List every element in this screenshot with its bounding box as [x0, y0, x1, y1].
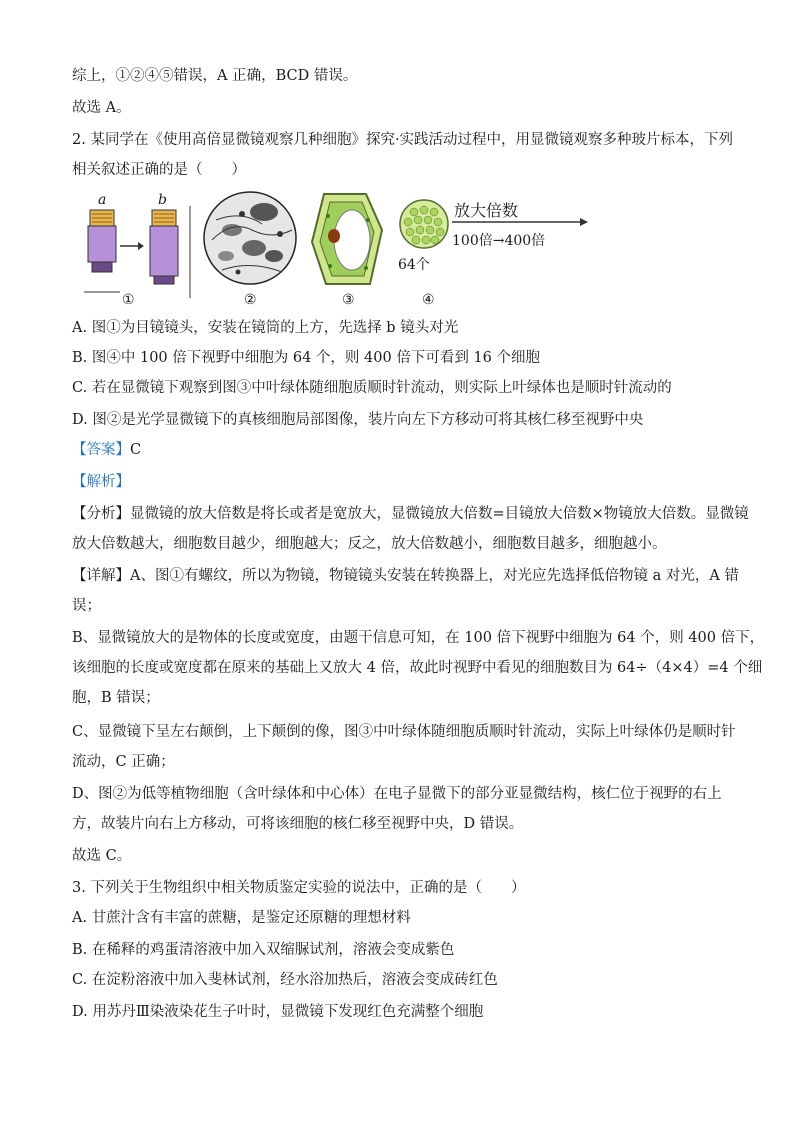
panel-2-em-cell — [200, 186, 300, 316]
cell-grid-drawing — [398, 198, 458, 258]
q3-option-c: C. 在淀粉溶液中加入斐林试剂，经水浴加热后，溶液会变成砖红色 — [72, 972, 498, 988]
magnification-range: 100倍→400倍 — [452, 233, 546, 249]
conclusion-line: 故选 A。 — [72, 100, 131, 116]
analysis-tag: 【解析】 — [72, 474, 130, 490]
panel-3-plant-cell — [308, 186, 388, 316]
body-line: 方，故装片向右上方移动，可将该细胞的核仁移至视野中央，D 错误。 — [72, 816, 524, 832]
answer-value: C — [130, 442, 142, 458]
question-3-stem: 3. 下列关于生物组织中相关物质鉴定实验的说法中，正确的是（ ） — [72, 880, 526, 896]
answer-line — [72, 440, 141, 460]
question-2-stem: 2. 某同学在《使用高倍显微镜观察几种细胞》探究·实践活动过程中，用显微镜观察多种玻片标本，下列 — [72, 132, 734, 148]
q2-option-c: C. 若在显微镜下观察到图③中叶绿体随细胞质顺时针流动，则实际上叶绿体也是顺时针流动的 — [72, 380, 672, 396]
em-cell-drawing — [202, 190, 302, 290]
body-line: 【详解】A、图①有螺纹，所以为物镜，物镜镜头安装在转换器上，对光应先选择低倍物镜 a 对光，A 错 — [72, 568, 739, 584]
microscope-figure — [80, 186, 546, 316]
body-line: 胞，B 错误； — [72, 690, 160, 706]
summary-line: 综上，①②④⑤错误，A 正确，BCD 错误。 — [72, 68, 358, 84]
body-line: C、显微镜下呈左右颠倒，上下颠倒的像，图③中叶绿体随细胞质顺时针流动，实际上叶绿体仍是顺时针 — [72, 724, 736, 740]
panel-1-lenses — [80, 186, 192, 316]
question-2-stem-cont: 相关叙述正确的是（ ） — [72, 162, 246, 178]
body-line: 流动，C 正确； — [72, 754, 175, 770]
body-line: 放大倍数越大，细胞数目越少，细胞越大；反之，放大倍数越小，细胞数目越多，细胞越小。 — [72, 536, 667, 552]
lens-a-label: a — [98, 192, 107, 208]
q2-option-a: A. 图①为目镜镜头，安装在镜筒的上方，先选择 b 镜头对光 — [72, 320, 459, 336]
panel-4-label: ④ — [422, 292, 435, 308]
panel-1-label: ① — [122, 292, 135, 308]
lens-b-label: b — [158, 192, 167, 208]
cell-count-label: 64个 — [398, 257, 430, 273]
q3-option-a: A. 甘蔗汁含有丰富的蔗糖，是鉴定还原糖的理想材料 — [72, 910, 411, 926]
magnification-title: 放大倍数 — [454, 201, 519, 220]
body-line: 该细胞的长度或宽度都在原来的基础上又放大 4 倍，故此时视野中看见的细胞数目为 64÷（4×4）=4 个细 — [72, 660, 763, 676]
panel-4-magnification — [396, 186, 576, 316]
panel-2-label: ② — [244, 292, 257, 308]
q3-option-d: D. 用苏丹Ⅲ染液染花生子叶时，显微镜下发现红色充满整个细胞 — [72, 1004, 484, 1020]
body-line: D、图②为低等植物细胞（含叶绿体和中心体）在电子显微下的部分亚显微结构，核仁位于视野的右上 — [72, 786, 722, 802]
body-line: 误； — [72, 598, 101, 614]
body-line: 【分析】显微镜的放大倍数是将长或者是宽放大，显微镜放大倍数=目镜放大倍数×物镜放大倍数。显微镜 — [72, 506, 749, 522]
answer-tag: 【答案】 — [72, 442, 130, 458]
body-line: B、显微镜放大的是物体的长度或宽度，由题干信息可知，在 100 倍下视野中细胞为 64 个，则 400 倍下， — [72, 630, 765, 646]
q2-option-b: B. 图④中 100 倍下视野中细胞为 64 个，则 400 倍下可看到 16 个细胞 — [72, 350, 540, 366]
q3-option-b: B. 在稀释的鸡蛋清溶液中加入双缩脲试剂，溶液会变成紫色 — [72, 942, 455, 958]
plant-cell-drawing — [308, 190, 388, 290]
magnification-arrow — [452, 216, 592, 228]
q2-option-d: D. 图②是光学显微镜下的真核细胞局部图像，装片向左下方移动可将其核仁移至视野中央 — [72, 412, 644, 428]
body-line: 故选 C。 — [72, 848, 132, 864]
panel-3-label: ③ — [342, 292, 355, 308]
lens-drawing — [80, 206, 192, 316]
